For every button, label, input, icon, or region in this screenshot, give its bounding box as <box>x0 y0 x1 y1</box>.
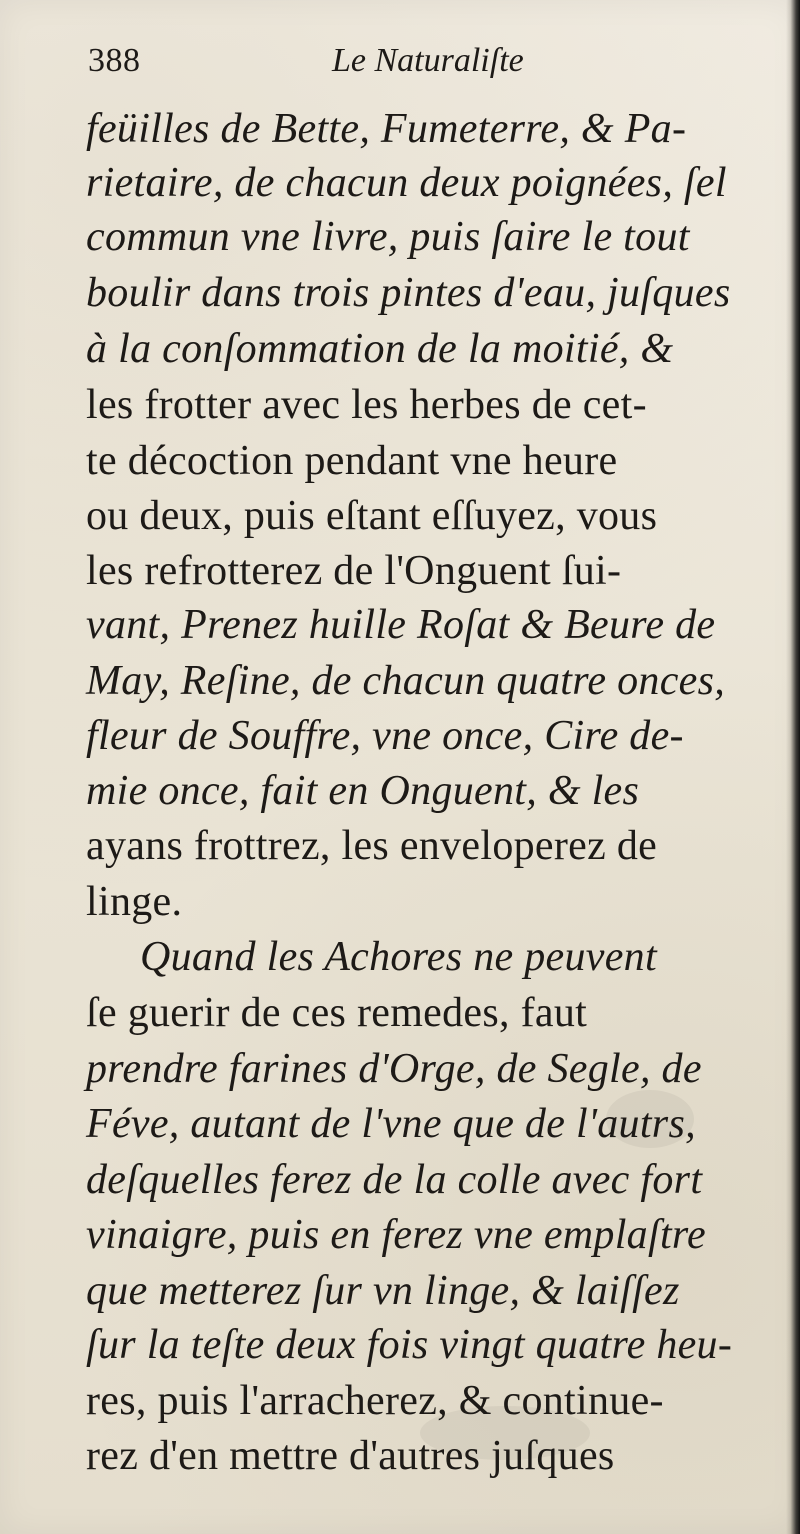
text-line: ou deux, puis eſtant eſſuyez, vous <box>86 493 658 539</box>
text-line: te décoction pendant vne heure <box>86 438 618 484</box>
page-header <box>88 44 758 104</box>
text-line: ayans frottrez, les enveloperez de <box>86 823 658 869</box>
text-line: fleur de Souffre, vne once, Cire de- <box>86 713 684 759</box>
text-line: res, puis l'arracherez, & continue- <box>86 1378 664 1424</box>
text-line: les frotter avec les herbes de cet- <box>86 382 647 428</box>
text-line: que metterez ſur vn linge, & laiſſez <box>86 1268 680 1314</box>
text-line: prendre farines d'Orge, de Segle, de <box>86 1046 702 1092</box>
running-title: Le Naturaliſte <box>332 42 524 79</box>
text-line: mie once, fait en Onguent, & les <box>86 768 640 814</box>
text-line: ſe guerir de ces remedes, faut <box>86 990 588 1036</box>
text-line: commun vne livre, puis ſaire le tout <box>86 214 690 260</box>
text-line: rietaire, de chacun deux poignées, ſel <box>86 160 727 206</box>
text-line: les refrotterez de l'Onguent ſui- <box>86 548 622 594</box>
page-number: 388 <box>88 42 141 79</box>
text-line: Quand les Achores ne peuvent <box>140 934 657 980</box>
text-line: boulir dans trois pintes d'eau, juſques <box>86 270 731 316</box>
text-line: May, Reſine, de chacun quatre onces, <box>86 658 726 704</box>
text-line: rez d'en mettre d'autres juſques <box>86 1433 615 1479</box>
text-line: vant, Prenez huille Roſat & Beure de <box>86 602 716 648</box>
text-line: Féve, autant de l'vne que de l'autrs, <box>86 1101 696 1147</box>
text-line: ſur la teſte deux fois vingt quatre heu- <box>86 1322 733 1368</box>
text-line: vinaigre, puis en ferez vne emplaſtre <box>86 1212 706 1258</box>
text-line: feüilles de Bette, Fumeterre, & Pa- <box>86 106 687 152</box>
page-edge-shadow <box>786 0 800 1534</box>
text-line: à la conſommation de la moitié, & <box>86 326 674 372</box>
text-line: deſquelles ferez de la colle avec fort <box>86 1157 703 1203</box>
text-line: linge. <box>86 879 183 925</box>
